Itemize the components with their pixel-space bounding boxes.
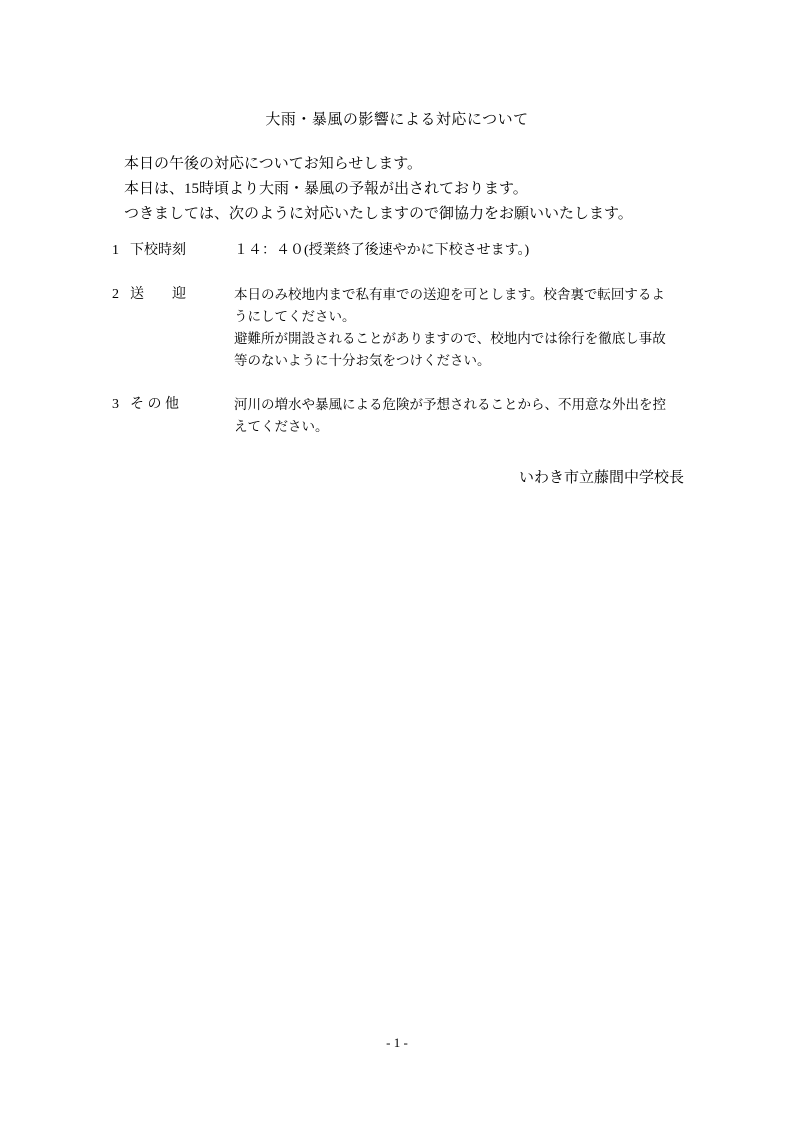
item-body-line: うにしてください。 xyxy=(234,309,356,324)
page-title: 大雨・暴風の影響による対応について xyxy=(265,112,529,128)
list-item xyxy=(112,394,712,438)
item-body-line: 避難所が開設されることがありますので、校地内では徐行を徹底し事故 xyxy=(234,331,666,346)
signature: いわき市立藤間中学校長 xyxy=(518,470,684,486)
item-body-line: えてください。 xyxy=(234,419,329,434)
item-body-line: 本日のみ校地内まで私有車での送迎を可とします。校舎裏で転回するよ xyxy=(234,287,665,302)
item-number: 3 xyxy=(112,397,119,412)
item-label: 送 迎 xyxy=(130,287,186,302)
item-body xyxy=(234,284,712,372)
list-item xyxy=(112,284,712,372)
item-body-line: １４：４０(授業終了後速やかに下校させます。) xyxy=(234,243,530,258)
item-body xyxy=(234,240,712,262)
intro-line-1: 本日の午後の対応についてお知らせします。 xyxy=(124,156,423,172)
page-number: - 1 - xyxy=(386,1035,408,1050)
item-label: 下校時刻 xyxy=(130,243,186,258)
intro-line-3: つきましては、次のように対応いたしますので御協力をお願いいたします。 xyxy=(124,206,633,222)
item-list xyxy=(112,240,712,460)
item-body-line: 河川の増水や暴風による危険が予想されることから、不用意な外出を控 xyxy=(234,397,666,412)
intro-paragraph xyxy=(124,152,724,227)
list-item xyxy=(112,240,712,262)
item-body-line: 等のないように十分お気をつけください。 xyxy=(234,353,491,368)
item-number: 2 xyxy=(112,287,119,302)
item-label: そ の 他 xyxy=(130,397,179,412)
item-body xyxy=(234,394,712,438)
item-number: 1 xyxy=(112,243,119,258)
intro-line-2: 本日は、15時頃より大雨・暴風の予報が出されております。 xyxy=(124,181,528,197)
